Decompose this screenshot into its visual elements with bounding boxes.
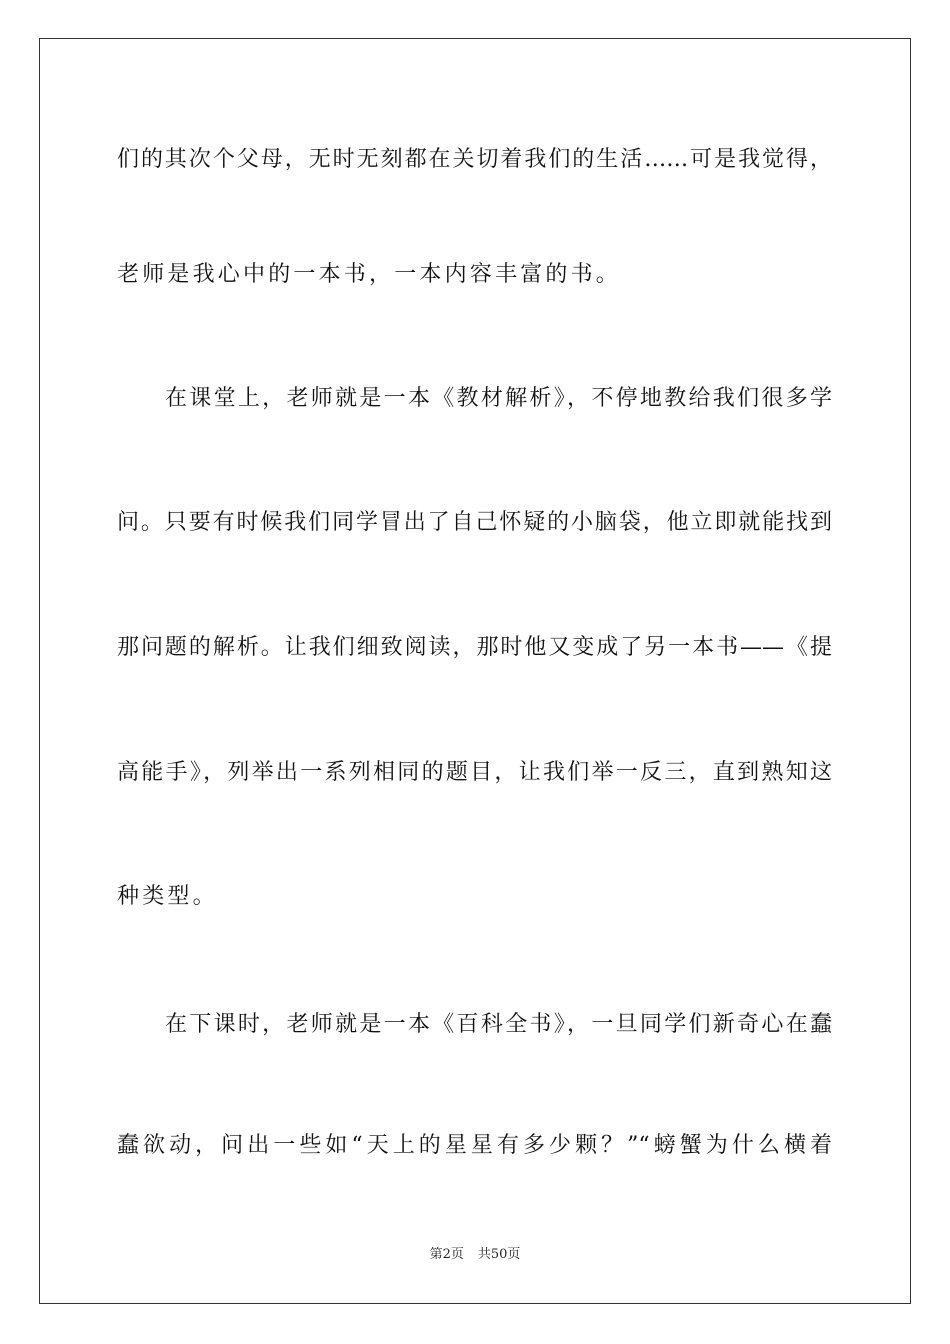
page-footer [0,1246,950,1264]
page-border [39,38,911,1304]
paragraph-line: 种类型。 [117,884,218,909]
paragraph-line: 那问题的解析。让我们细致阅读，那时他又变成了另一本书——《提 [117,635,832,660]
paragraph-line: 老师是我心中的一本书，一本内容丰富的书。 [117,262,622,287]
paragraph-line: 高能手》，列举出一系列相同的题目，让我们举一反三，直到熟知这 [117,760,832,785]
paragraph-line: 们的其次个父母，无时无刻都在关切着我们的生活……可是我觉得， [117,147,832,172]
paragraph-line: 在课堂上，老师就是一本《教材解析》，不停地教给我们很多学 [165,386,832,411]
paragraph-line: 蠢欲动，问出一些如“天上的星星有多少颗？”“螃蟹为什么横着 [117,1133,832,1158]
paragraph-line: 问。只要有时候我们同学冒出了自己怀疑的小脑袋，他立即就能找到 [117,510,832,535]
page-number: 第2页 [429,1247,464,1262]
paragraph-line: 在下课时，老师就是一本《百科全书》，一旦同学们新奇心在蠢 [165,1012,832,1037]
page-total: 共50页 [477,1247,521,1262]
